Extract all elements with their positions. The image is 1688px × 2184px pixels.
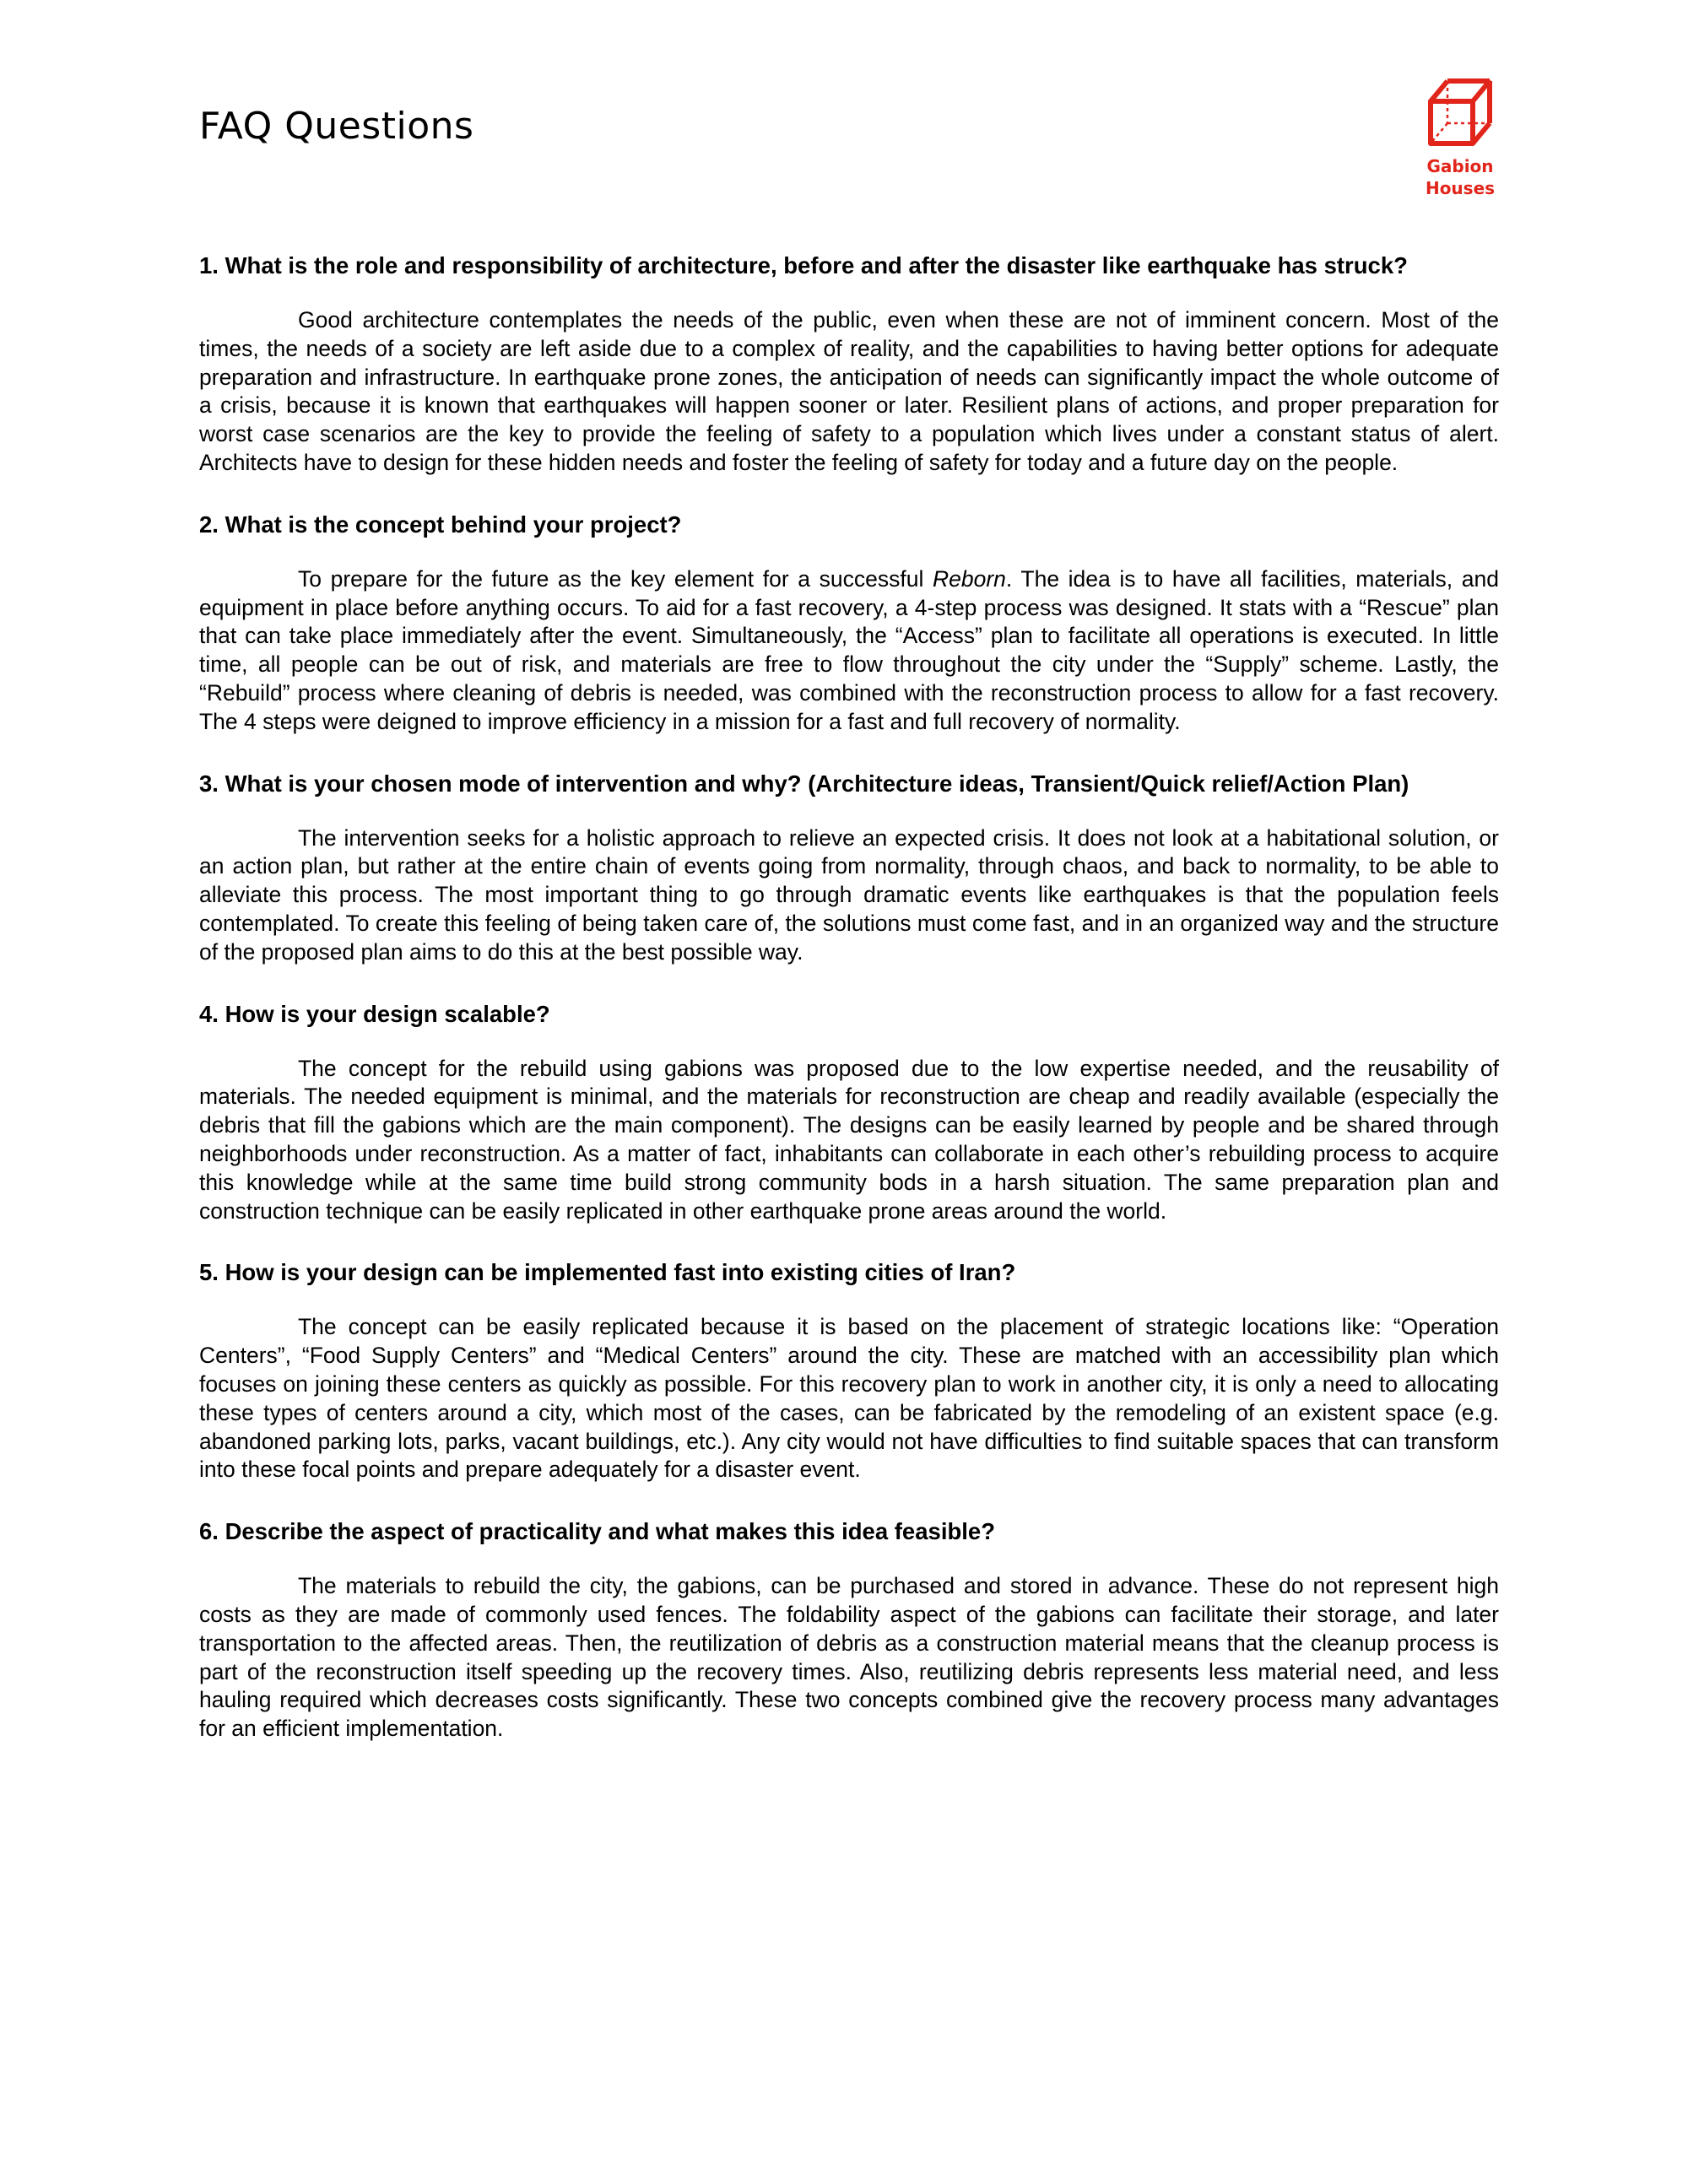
faq-answer [199, 1572, 1499, 1743]
faq-item-2 [199, 511, 1499, 737]
faq-answer-text: The concept can be easily replicated because it is based on the placement of strategic locations like: “Operation Centers”, “Food Supply Centers” and “Medical Centers” around the city. These are matched with an accessibility plan which focuses on joining these centers as quickly as possible. For this recovery plan to work in another city, it is only a need to allocating these types of centers around a city, which most of the cases, can be fabricated by the remodeling of an existent space (e.g. abandoned parking lots, parks, vacant buildings, etc.). Any city would not have difficulties to find suitable spaces that can transform into these focal points and prepare adequately for a disaster event. [199, 1314, 1499, 1483]
faq-answer-text: To prepare for the future as the key element for a successful [298, 565, 933, 592]
faq-answer [199, 1055, 1499, 1226]
faq-answer [199, 824, 1499, 967]
faq-question: 5. How is your design can be implemented fast into existing cities of Iran? [199, 1259, 1016, 1286]
faq-item-1 [199, 251, 1499, 478]
faq-answer [199, 306, 1499, 478]
faq-answer-text: Good architecture contemplates the needs of the public, even when these are not of imminent concern. Most of the times, the needs of a society are left aside due to a complex of reality, and the capabilities to having better options for adequate preparation and infrastructure. In earthquake prone zones, the anticipation of needs can significantly impact the whole outcome of a crisis, because it is known that earthquakes will happen sooner or later. Resilient plans of actions, and proper preparation for worst case scenarios are the key to provide the feeling of safety to a population which lives under a constant status of alert. Architects have to design for these hidden needs and foster the feeling of safety for today and a future day on the people. [199, 307, 1499, 475]
faq-item-4 [199, 1000, 1499, 1226]
faq-answer [199, 1313, 1499, 1484]
page-header [199, 100, 1499, 209]
faq-content [199, 251, 1499, 1776]
faq-answer-text: The concept for the rebuild using gabions was proposed due to the low expertise needed, and the reusability of materials. The needed equipment is minimal, and the materials for reconstruction are cheap and readily available (especially the debris that fill the gabions which are the main component). The designs can be easily learned by people and be shared through neighborhoods under reconstruction. As a matter of fact, inhabitants can collaborate in each other’s rebuilding process to acquire this knowledge while at the same time build strong community bods in a harsh situation. The same preparation plan and construction technique can be easily replicated in other earthquake prone areas around the world. [199, 1055, 1499, 1224]
faq-question: 3. What is your chosen mode of intervention and why? (Architecture ideas, Transient/Quick relief/Action Plan) [199, 770, 1409, 797]
faq-answer [199, 565, 1499, 737]
cube-icon [1422, 74, 1498, 150]
faq-question: 4. How is your design scalable? [199, 1000, 550, 1027]
logo-text-line1: Gabion [1426, 156, 1494, 176]
faq-item-5 [199, 1258, 1499, 1484]
faq-answer-text: The intervention seeks for a holistic approach to relieve an expected crisis. It does not look at a habitational solution, or an action plan, but rather at the entire chain of events going from normality, through chaos, and back to normality, to be able to alleviate this process. The most important thing to go through dramatic events like earthquakes is that the population feels contemplated. To create this feeling of being taken care of, the solutions must come fast, and in an organized way and the structure of the proposed plan aims to do this at the best possible way. [199, 824, 1499, 965]
page-title: FAQ Questions [199, 105, 474, 148]
faq-question: 1. What is the role and responsibility of architecture, before and after the disaster like earthquake has struck? [199, 252, 1408, 278]
faq-answer-text: . The idea is to have all facilities, materials, and equipment in place before anything occurs. To aid for a fast recovery, a 4-step process was designed. It stats with a “Rescue” plan that can take place immediately after the event. Simultaneously, the “Access” plan to facilitate all operations is executed. In little time, all people can be out of risk, and materials are free to flow throughout the city under the “Supply” scheme. Lastly, the “Rebuild” process where cleaning of debris is needed, was combined with the reconstruction process to allow for a fast recovery. The 4 steps were deigned to improve efficiency in a mission for a fast and full recovery of normality. [199, 565, 1499, 734]
faq-item-6 [199, 1517, 1499, 1743]
faq-item-3 [199, 770, 1499, 967]
project-name-reborn: Reborn [932, 565, 1006, 592]
gabion-houses-logo [1409, 74, 1511, 199]
faq-question: 2. What is the concept behind your project? [199, 511, 682, 538]
faq-answer-text: The materials to rebuild the city, the gabions, can be purchased and stored in advance. These do not represent high costs as they are made of commonly used fences. The foldability aspect of the gabions can facilitate their storage, and later transportation to the affected areas. Then, the reutilization of debris as a construction material means that the cleanup process is part of the reconstruction itself speeding up the recovery times. Also, reutilizing debris represents less material need, and less hauling required which decreases costs significantly. These two concepts combined give the recovery process many advantages for an efficient implementation. [199, 1573, 1499, 1742]
logo-text-line2: Houses [1425, 178, 1496, 198]
faq-question: 6. Describe the aspect of practicality and what makes this idea feasible? [199, 1518, 995, 1545]
